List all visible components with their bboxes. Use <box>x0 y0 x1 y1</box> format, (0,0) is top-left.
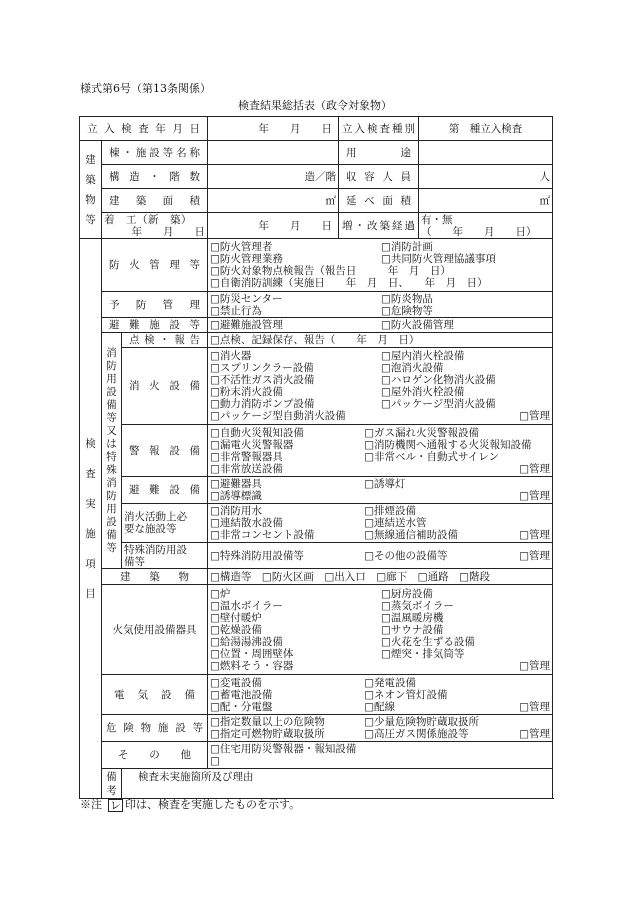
inspection-report-items[interactable]: □点検、記録保存、報告（ 年 月 日） <box>208 333 553 348</box>
other-label: その他 <box>102 742 208 769</box>
building-structure-items[interactable]: □構造等 □防火区画 □出入口 □廊下 □通路 □階段 <box>208 569 553 585</box>
building-structure-label: 建築物 <box>102 569 208 585</box>
electrical-label: 電気設備 <box>102 675 208 715</box>
table-row <box>80 769 553 799</box>
evacuation-facility-items[interactable]: □避難施設管理 □防火設備管理 <box>208 318 553 333</box>
renovation-value[interactable]: 有・無 （ 年 月 日） <box>419 213 553 239</box>
firefighting-support-items[interactable]: □消防用水 □排煙設備 □連結散水設備 □連結送水管 □非常コンセント設備 □無線通信補助設備 □管理 <box>208 504 553 543</box>
special-kanri-checkbox[interactable]: □管理 <box>519 549 550 562</box>
extinguishing-label: 消火設備 <box>122 348 208 425</box>
evacuation-equipment-label: 避難設備 <box>122 477 208 504</box>
prevention-items[interactable]: □防災センター □防炎物品 □禁止行為 □危険物等 <box>208 292 553 318</box>
table-row <box>80 292 553 318</box>
table-row <box>80 543 553 569</box>
extinguishing-items[interactable]: □消火器 □屋内消火栓設備 □スプリンクラー設備 □泡消火設備 □不活性ガス消火設備 □ハロゲン化物消火設備 □粉末消火設備 □屋外消火栓設備 □動力消防ポンプ設備 □パッケージ型消火設備 □パッケージ型自動消火設備 □管理 <box>208 348 553 425</box>
use-value[interactable] <box>419 141 553 165</box>
table-row <box>80 675 553 715</box>
alarm-label: 警報設備 <box>122 425 208 477</box>
floor-area-label: 延べ面積 <box>339 189 419 213</box>
table-row <box>80 477 553 504</box>
use-label: 用 途 <box>339 141 419 165</box>
table-row <box>80 213 553 239</box>
table-row <box>80 318 553 333</box>
inspection-summary-table <box>79 116 553 799</box>
table-row <box>80 569 553 585</box>
electrical-kanri-checkbox[interactable]: □管理 <box>519 700 550 713</box>
extinguishing-kanri-checkbox[interactable]: □管理 <box>519 410 550 422</box>
floor-area-unit[interactable]: ㎡ <box>419 189 553 213</box>
hazardous-label: 危険物施設等 <box>102 715 208 742</box>
equipment-section-label: 消 防 用 設 備 等 又 は 特 殊 消 防 用 設 備 等 <box>102 333 122 569</box>
alarm-kanri-checkbox[interactable]: □管理 <box>519 462 550 475</box>
inspection-type-label: 立入検査種別 <box>339 117 419 141</box>
form-number: 様式第6号（第13条関係） <box>80 82 211 95</box>
footnote-prefix: ※注 <box>80 798 102 811</box>
table-row <box>80 504 553 543</box>
firefighting-support-label: 消火活動上必 要な施設等 <box>122 504 208 543</box>
fire-appliances-items[interactable]: □炉 □厨房設備 □温水ボイラー □蒸気ボイラー □壁付暖炉 □温風暖房機 □乾燥設備 □サウナ設備 □給湯湯沸設備 □火花を生ずる設備 □位置・周囲壁体 □煙突・排気筒等 □燃料そう・容器 □管理 <box>208 585 553 675</box>
footnote <box>80 796 300 812</box>
inspection-type-value[interactable]: 第 種立入検査 <box>419 117 553 141</box>
remarks-field[interactable]: 検査未実施箇所及び理由 <box>122 769 553 799</box>
form-title: 検査結果総括表（政令対象物） <box>238 99 392 112</box>
structure-value[interactable]: 造／階 <box>208 165 339 189</box>
fire-appliances-label: 火気使用設備器具 <box>102 585 208 675</box>
table-row <box>80 348 553 425</box>
table-row <box>80 117 553 141</box>
fire-management-items[interactable]: □防火管理者 □消防計画 □防火管理業務 □共同防火管理協議事項 □防火対象物点検報告（報告日 年 月 日） □自衛消防訓練（実施日 年 月 日、 年 月 日） <box>208 239 553 292</box>
building-area-label: 建築面積 <box>102 189 208 213</box>
table-row <box>80 189 553 213</box>
fire-management-label: 防火管理等 <box>102 239 208 292</box>
hazardous-items[interactable]: □指定数量以上の危険物 □少量危険物貯蔵取扱所 □指定可燃物貯蔵取扱所 □高圧ガス関係施設等 □管理 <box>208 715 553 742</box>
table-row <box>80 585 553 675</box>
building-name-value[interactable] <box>208 141 339 165</box>
building-area-unit[interactable]: ㎡ <box>208 189 339 213</box>
remarks-label: 備 考 <box>102 769 122 799</box>
inspection-date-value[interactable]: 年 月 日 <box>208 117 339 141</box>
table-row <box>80 141 553 165</box>
electrical-items[interactable]: □変電設備 □発電設備 □蓄電池設備 □ネオン管灯設備 □配・分電盤 □配線 □管理 <box>208 675 553 715</box>
construction-date-label: 着 工（新 築） 年 月 日 <box>102 213 208 239</box>
fire-appliances-kanri-checkbox[interactable]: □管理 <box>519 659 550 672</box>
evacuation-kanri-checkbox[interactable]: □管理 <box>519 490 550 502</box>
table-row <box>80 239 553 292</box>
inspection-report-label: 点検・報告 <box>122 333 208 348</box>
table-row <box>80 333 553 348</box>
other-items[interactable]: □住宅用防災警報器・報知設備 □ <box>208 742 553 769</box>
table-row <box>80 425 553 477</box>
inspection-section-label: 検 査 実 施 項 目 <box>80 239 102 799</box>
building-name-label: 棟・施設等名称 <box>102 141 208 165</box>
hazardous-kanri-checkbox[interactable]: □管理 <box>519 728 550 740</box>
capacity-label: 収容人員 <box>339 165 419 189</box>
alarm-items[interactable]: □自動火災報知設備 □ガス漏れ火災警報設備 □漏電火災警報器 □消防機関へ通報する火災報知設備 □非常警報器具 □非常ベル・自動式サイレン □非常放送設備 □管理 <box>208 425 553 477</box>
evacuation-facility-label: 避難施設等 <box>102 318 208 333</box>
special-equipment-label: 特殊消防用設 備等 <box>122 543 208 569</box>
renovation-label: 増・改築経過 <box>339 213 419 239</box>
structure-label: 構造・階数 <box>102 165 208 189</box>
footnote-text: 印は、検査を実施したものを示す。 <box>125 798 301 811</box>
table-row <box>80 165 553 189</box>
capacity-unit[interactable]: 人 <box>419 165 553 189</box>
firefighting-kanri-checkbox[interactable]: □管理 <box>519 529 550 541</box>
table-row <box>80 715 553 742</box>
construction-date-value[interactable]: 年 月 日 <box>208 213 339 239</box>
check-mark-sample: レ <box>110 798 121 812</box>
prevention-label: 予防管理 <box>102 292 208 318</box>
inspection-date-label: 立入検査年月日 <box>80 117 208 141</box>
table-row <box>80 742 553 769</box>
special-equipment-items[interactable]: □特殊消防用設備等 □その他の設備等 □管理 <box>208 543 553 569</box>
evacuation-equipment-items[interactable]: □避難器具 □誘導灯 □誘導標識 □管理 <box>208 477 553 504</box>
building-section-label: 建 築 物 等 <box>80 141 102 239</box>
